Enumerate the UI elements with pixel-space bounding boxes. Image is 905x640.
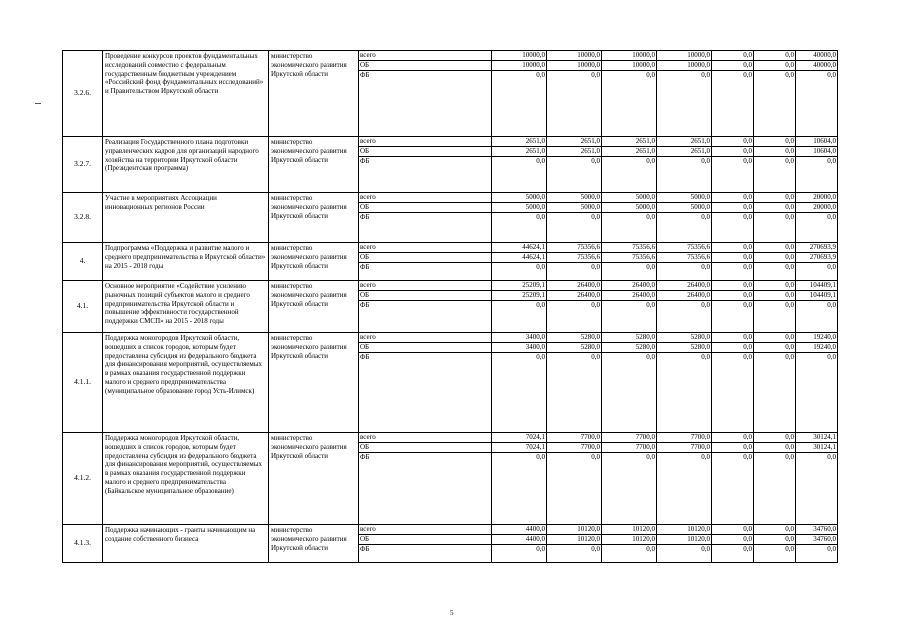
funding-source: ФБ <box>359 263 492 281</box>
funding-value: 7700,0 <box>547 443 602 453</box>
funding-source: всего <box>359 51 492 61</box>
funding-value: 10000,0 <box>602 61 657 71</box>
funding-value: 75356,6 <box>602 253 657 263</box>
page-number: 5 <box>450 609 454 617</box>
funding-value: 7700,0 <box>602 443 657 453</box>
funding-source: всего <box>359 333 492 343</box>
funding-value: 26400,0 <box>602 291 657 301</box>
funding-value: 5280,0 <box>602 333 657 343</box>
item-number: 4.1. <box>63 281 103 333</box>
funding-value: 7024,1 <box>492 433 547 443</box>
funding-value: 0,0 <box>712 253 754 263</box>
funding-value: 0,0 <box>547 213 602 243</box>
funding-value: 10000,0 <box>657 51 712 61</box>
funding-value: 3400,0 <box>492 333 547 343</box>
item-executor: министерство экономического развития Иркутской области <box>269 281 359 333</box>
item-number: 4.1.2. <box>63 433 103 525</box>
funding-value: 5000,0 <box>602 193 657 203</box>
funding-value: 5000,0 <box>492 193 547 203</box>
funding-value: 0,0 <box>754 71 796 137</box>
funding-value: 7700,0 <box>657 443 712 453</box>
item-number: 4.1.3. <box>63 525 103 563</box>
table-row <box>63 525 838 535</box>
funding-value: 0,0 <box>754 281 796 291</box>
funding-value: 10000,0 <box>657 61 712 71</box>
table-row <box>63 243 838 253</box>
funding-value: 26400,0 <box>657 281 712 291</box>
item-executor: министерство экономического развития Иркутской области <box>269 333 359 433</box>
funding-source: ФБ <box>359 71 492 137</box>
table-row <box>63 433 838 443</box>
item-executor: министерство экономического развития Иркутской области <box>269 525 359 563</box>
funding-value: 2651,0 <box>602 137 657 147</box>
funding-value: 0,0 <box>754 253 796 263</box>
funding-value: 2651,0 <box>492 137 547 147</box>
funding-value: 0,0 <box>712 443 754 453</box>
funding-value: 25209,1 <box>492 281 547 291</box>
funding-source: ФБ <box>359 353 492 433</box>
funding-value: 0,0 <box>796 71 838 137</box>
funding-value: 0,0 <box>657 263 712 281</box>
funding-value: 26400,0 <box>547 291 602 301</box>
item-name: Подпрограмма «Поддержка и развитие малого и среднего предпринимательства в Иркутской области» на 2015 - 2018 годы <box>103 243 269 281</box>
funding-value: 30124,1 <box>796 433 838 443</box>
funding-value: 0,0 <box>712 453 754 525</box>
funding-value: 0,0 <box>754 193 796 203</box>
funding-value: 0,0 <box>712 301 754 333</box>
table-row <box>63 193 838 203</box>
funding-value: 0,0 <box>754 525 796 535</box>
funding-value: 0,0 <box>712 213 754 243</box>
funding-value: 0,0 <box>492 301 547 333</box>
funding-value: 0,0 <box>712 137 754 147</box>
funding-value: 7024,1 <box>492 443 547 453</box>
funding-value: 0,0 <box>712 61 754 71</box>
funding-value: 5000,0 <box>547 193 602 203</box>
funding-value: 75356,6 <box>657 243 712 253</box>
funding-value: 7700,0 <box>657 433 712 443</box>
funding-value: 0,0 <box>602 353 657 433</box>
funding-value: 0,0 <box>796 453 838 525</box>
funding-value: 0,0 <box>754 353 796 433</box>
funding-value: 0,0 <box>754 203 796 213</box>
funding-value: 0,0 <box>712 525 754 535</box>
funding-value: 2651,0 <box>657 147 712 157</box>
funding-value: 0,0 <box>492 263 547 281</box>
funding-value: 5280,0 <box>547 333 602 343</box>
funding-value: 19240,0 <box>796 343 838 353</box>
funding-value: 20000,0 <box>796 203 838 213</box>
item-number: 3.2.8. <box>63 193 103 243</box>
funding-value: 10000,0 <box>602 51 657 61</box>
funding-value: 7700,0 <box>547 433 602 443</box>
funding-source: всего <box>359 281 492 291</box>
funding-value: 0,0 <box>657 213 712 243</box>
funding-value: 0,0 <box>712 71 754 137</box>
item-executor: министерство экономического развития Иркутской области <box>269 193 359 243</box>
item-number: 4. <box>63 243 103 281</box>
funding-value: 0,0 <box>796 157 838 193</box>
funding-value: 10604,0 <box>796 137 838 147</box>
funding-value: 10120,0 <box>547 525 602 535</box>
funding-value: 0,0 <box>754 453 796 525</box>
funding-value: 0,0 <box>712 433 754 443</box>
item-executor: министерство экономического развития Иркутской области <box>269 51 359 137</box>
funding-source: ОБ <box>359 61 492 71</box>
funding-value: 10000,0 <box>547 51 602 61</box>
item-executor: министерство экономического развития Иркутской области <box>269 243 359 281</box>
item-name: Проведение конкурсов проектов фундаментальных исследований совместно с федеральным государственным бюджетным учреждением «Российский фонд фундаментальных исследований» и Правительством Иркутской области <box>103 51 269 137</box>
funding-value: 0,0 <box>657 71 712 137</box>
funding-value: 0,0 <box>754 301 796 333</box>
funding-value: 0,0 <box>754 147 796 157</box>
funding-value: 0,0 <box>712 545 754 563</box>
funding-value: 5000,0 <box>657 193 712 203</box>
funding-value: 10000,0 <box>492 61 547 71</box>
funding-source: всего <box>359 525 492 535</box>
funding-value: 10604,0 <box>796 147 838 157</box>
funding-value: 0,0 <box>754 137 796 147</box>
funding-value: 4400,0 <box>492 525 547 535</box>
funding-value: 0,0 <box>796 301 838 333</box>
funding-value: 5000,0 <box>657 203 712 213</box>
funding-value: 25209,1 <box>492 291 547 301</box>
funding-value: 2651,0 <box>657 137 712 147</box>
table-row <box>63 333 838 343</box>
item-number: 3.2.6. <box>63 51 103 137</box>
funding-value: 7700,0 <box>602 433 657 443</box>
funding-source: всего <box>359 433 492 443</box>
funding-value: 0,0 <box>754 433 796 443</box>
item-number: 4.1.1. <box>63 333 103 433</box>
funding-value: 4400,0 <box>492 535 547 545</box>
funding-value: 270693,9 <box>796 253 838 263</box>
table-body <box>63 51 838 563</box>
funding-source: ОБ <box>359 291 492 301</box>
funding-value: 0,0 <box>712 535 754 545</box>
funding-value: 0,0 <box>492 213 547 243</box>
program-funding-table <box>62 50 838 563</box>
funding-value: 2651,0 <box>492 147 547 157</box>
funding-value: 10120,0 <box>602 525 657 535</box>
funding-value: 0,0 <box>754 213 796 243</box>
funding-value: 5280,0 <box>657 333 712 343</box>
funding-source: ФБ <box>359 213 492 243</box>
table-row <box>63 281 838 291</box>
funding-value: 0,0 <box>712 291 754 301</box>
funding-value: 0,0 <box>712 263 754 281</box>
funding-value: 0,0 <box>754 443 796 453</box>
funding-value: 0,0 <box>657 157 712 193</box>
margin-mark <box>35 103 41 104</box>
funding-source: всего <box>359 137 492 147</box>
funding-value: 0,0 <box>754 157 796 193</box>
funding-value: 0,0 <box>754 61 796 71</box>
funding-value: 0,0 <box>657 545 712 563</box>
funding-value: 10120,0 <box>657 525 712 535</box>
funding-value: 0,0 <box>712 333 754 343</box>
funding-source: всего <box>359 243 492 253</box>
funding-value: 0,0 <box>602 545 657 563</box>
funding-value: 0,0 <box>754 263 796 281</box>
funding-source: ОБ <box>359 253 492 263</box>
funding-value: 0,0 <box>712 353 754 433</box>
item-name: Поддержка начинающих - гранты начинающим на создание собственного бизнеса <box>103 525 269 563</box>
funding-value: 5000,0 <box>547 203 602 213</box>
funding-source: ОБ <box>359 443 492 453</box>
funding-value: 0,0 <box>547 353 602 433</box>
funding-value: 10120,0 <box>547 535 602 545</box>
funding-value: 0,0 <box>712 147 754 157</box>
funding-value: 26400,0 <box>657 291 712 301</box>
funding-value: 20000,0 <box>796 193 838 203</box>
funding-value: 270693,9 <box>796 243 838 253</box>
funding-value: 0,0 <box>657 453 712 525</box>
funding-value: 0,0 <box>602 157 657 193</box>
funding-value: 0,0 <box>712 157 754 193</box>
funding-value: 0,0 <box>547 301 602 333</box>
funding-value: 0,0 <box>547 157 602 193</box>
funding-value: 75356,6 <box>547 253 602 263</box>
funding-source: ФБ <box>359 301 492 333</box>
funding-source: ФБ <box>359 545 492 563</box>
item-number: 3.2.7. <box>63 137 103 193</box>
funding-value: 2651,0 <box>602 147 657 157</box>
funding-value: 0,0 <box>492 453 547 525</box>
funding-value: 10120,0 <box>657 535 712 545</box>
funding-value: 34760,0 <box>796 525 838 535</box>
item-name: Участие в мероприятиях Ассоциации инновационных регионов России <box>103 193 269 243</box>
funding-value: 0,0 <box>796 353 838 433</box>
funding-value: 0,0 <box>602 453 657 525</box>
funding-value: 104409,1 <box>796 291 838 301</box>
funding-value: 0,0 <box>712 243 754 253</box>
funding-value: 0,0 <box>547 71 602 137</box>
funding-value: 10120,0 <box>602 535 657 545</box>
funding-value: 0,0 <box>754 545 796 563</box>
funding-source: ОБ <box>359 343 492 353</box>
funding-value: 0,0 <box>602 213 657 243</box>
funding-value: 19240,0 <box>796 333 838 343</box>
item-executor: министерство экономического развития Иркутской области <box>269 137 359 193</box>
funding-value: 0,0 <box>657 301 712 333</box>
funding-value: 0,0 <box>547 263 602 281</box>
funding-value: 0,0 <box>492 545 547 563</box>
funding-value: 75356,6 <box>657 253 712 263</box>
funding-value: 0,0 <box>657 353 712 433</box>
funding-value: 40000,0 <box>796 61 838 71</box>
funding-value: 40000,0 <box>796 51 838 61</box>
item-name: Реализация Государственного плана подготовки управленческих кадров для организаций народного хозяйства на территории Иркутской области (Президентская программа) <box>103 137 269 193</box>
funding-value: 26400,0 <box>602 281 657 291</box>
funding-value: 0,0 <box>712 281 754 291</box>
funding-value: 75356,6 <box>602 243 657 253</box>
funding-value: 0,0 <box>547 453 602 525</box>
table-row <box>63 137 838 147</box>
funding-value: 0,0 <box>754 51 796 61</box>
funding-value: 0,0 <box>712 193 754 203</box>
item-name: Поддержка моногородов Иркутской области, вошедших в список городов, которым будет предоставлена субсидия из федерального бюджета для финансирования мероприятий, осуществляемых в рамках оказания государственной поддержки малого и среднего предпринимательства (муниципальное образование город Усть-Илимск) <box>103 333 269 433</box>
funding-value: 0,0 <box>492 71 547 137</box>
funding-value: 0,0 <box>754 291 796 301</box>
funding-value: 0,0 <box>712 343 754 353</box>
funding-value: 0,0 <box>796 545 838 563</box>
funding-value: 0,0 <box>547 545 602 563</box>
funding-value: 0,0 <box>754 333 796 343</box>
item-name: Поддержка моногородов Иркутской области, вошедших в список городов, которым будет предоставлена субсидия из федерального бюджета для финансирования мероприятий, осуществляемых в рамках оказания государственной поддержки малого и среднего предпринимательства (Байкальское муниципальное образование) <box>103 433 269 525</box>
funding-source: ОБ <box>359 535 492 545</box>
funding-value: 26400,0 <box>547 281 602 291</box>
funding-value: 44624,1 <box>492 243 547 253</box>
funding-value: 0,0 <box>754 343 796 353</box>
funding-value: 0,0 <box>602 71 657 137</box>
funding-source: ФБ <box>359 453 492 525</box>
funding-source: ФБ <box>359 157 492 193</box>
funding-value: 75356,6 <box>547 243 602 253</box>
funding-value: 5280,0 <box>547 343 602 353</box>
funding-value: 2651,0 <box>547 137 602 147</box>
funding-source: всего <box>359 193 492 203</box>
funding-value: 0,0 <box>754 243 796 253</box>
funding-value: 5280,0 <box>657 343 712 353</box>
funding-value: 0,0 <box>492 353 547 433</box>
funding-value: 104409,1 <box>796 281 838 291</box>
funding-source: ОБ <box>359 203 492 213</box>
funding-value: 0,0 <box>796 213 838 243</box>
item-name: Основное мероприятие «Содействие усилению рыночных позиций субъектов малого и среднего предпринимательства Иркутской области и повышение эффективности государственной поддержки СМСП» на 2015 - 2018 годы <box>103 281 269 333</box>
funding-value: 0,0 <box>602 263 657 281</box>
funding-value: 5000,0 <box>602 203 657 213</box>
funding-value: 0,0 <box>712 51 754 61</box>
funding-value: 44624,1 <box>492 253 547 263</box>
funding-value: 5000,0 <box>492 203 547 213</box>
table-row <box>63 51 838 61</box>
funding-value: 10000,0 <box>547 61 602 71</box>
item-executor: министерство экономического развития Иркутской области <box>269 433 359 525</box>
funding-value: 30124,1 <box>796 443 838 453</box>
funding-value: 0,0 <box>754 535 796 545</box>
funding-value: 34760,0 <box>796 535 838 545</box>
funding-value: 0,0 <box>492 157 547 193</box>
funding-source: ОБ <box>359 147 492 157</box>
funding-value: 5280,0 <box>602 343 657 353</box>
funding-value: 0,0 <box>796 263 838 281</box>
funding-value: 0,0 <box>712 203 754 213</box>
funding-value: 0,0 <box>602 301 657 333</box>
funding-value: 2651,0 <box>547 147 602 157</box>
funding-value: 3400,0 <box>492 343 547 353</box>
funding-value: 10000,0 <box>492 51 547 61</box>
